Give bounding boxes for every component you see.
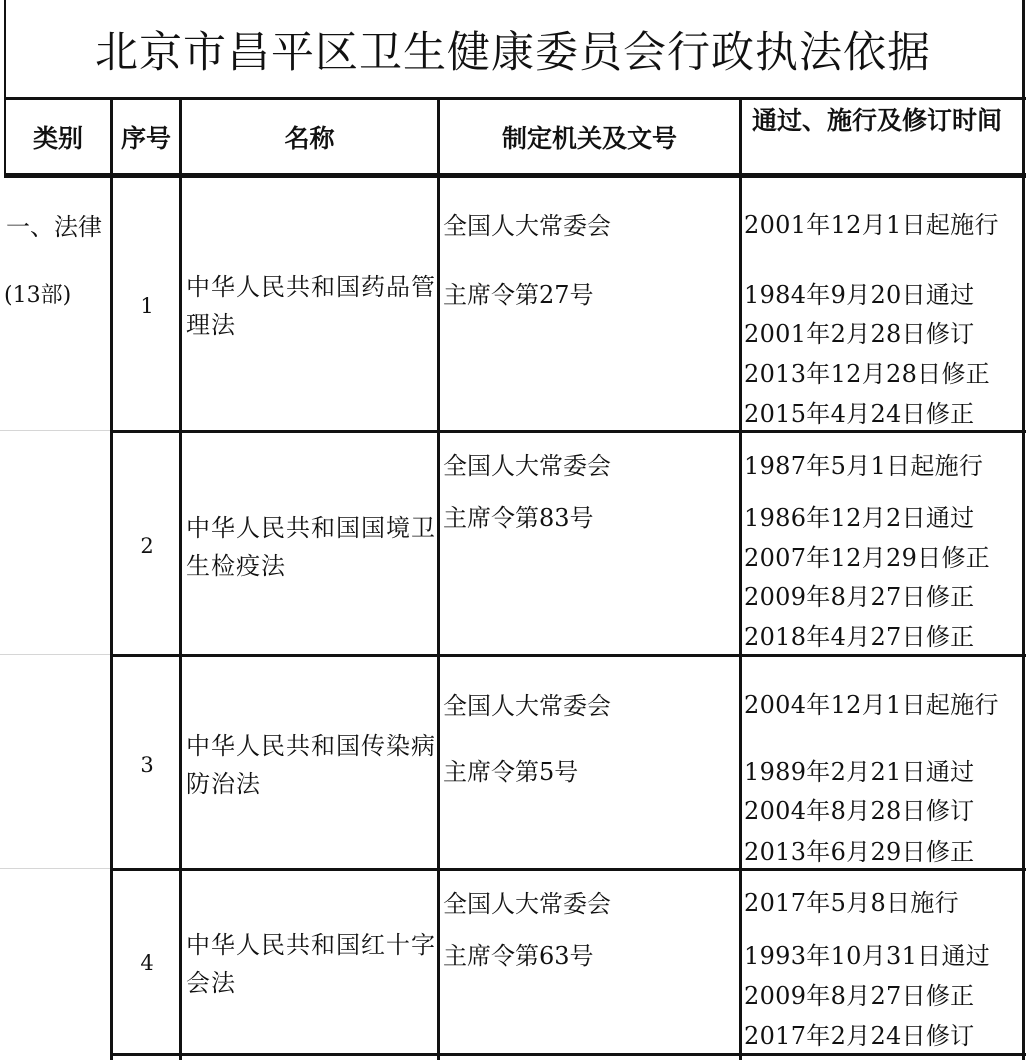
row-org: 全国人大常委会: [443, 692, 611, 720]
row-org: 全国人大常委会: [443, 212, 611, 240]
row-date: 2015年4月24日修正: [744, 400, 975, 428]
row-org: 全国人大常委会: [443, 890, 611, 918]
row-divider-4: [112, 1053, 1026, 1056]
row-order: 主席令第83号: [443, 504, 594, 532]
row-date: 1993年10月31日通过: [744, 942, 991, 970]
row-date: 2001年12月1日起施行: [744, 211, 999, 239]
row-order: 主席令第63号: [443, 942, 594, 970]
row-divider-1: [112, 430, 1026, 433]
row-name: 中华人民共和国国境卫生检疫法: [186, 514, 436, 580]
category-label: 一、法律: [6, 213, 102, 241]
row-date: 2004年12月1日起施行: [744, 691, 999, 719]
row-org: 全国人大常委会: [443, 452, 611, 480]
col-header-category: 类别: [32, 124, 83, 153]
col-header-dates: 通过、施行及修订时间: [752, 106, 1003, 135]
row-date: 1987年5月1日起施行: [744, 452, 984, 480]
row-name: 中华人民共和国红十字会法: [186, 931, 436, 997]
row-seq: 4: [140, 951, 154, 975]
row-name: 中华人民共和国药品管理法: [186, 273, 436, 339]
table-right-border: [1022, 0, 1025, 1060]
row-date: 2013年12月28日修正: [744, 360, 991, 388]
row-date: 1989年2月21日通过: [744, 758, 975, 786]
col-divider-4: [739, 98, 742, 1060]
table-top-border: [4, 97, 1026, 100]
row-date: 2007年12月29日修正: [744, 544, 991, 572]
row-seq: 3: [140, 753, 154, 777]
col-header-org: 制定机关及文号: [501, 124, 677, 153]
row-order: 主席令第5号: [443, 758, 579, 786]
row-date: 2009年8月27日修正: [744, 982, 975, 1010]
row-seq: 1: [140, 294, 154, 318]
row-date: 2018年4月27日修正: [744, 623, 975, 651]
col-divider-2: [179, 98, 182, 1060]
col-header-name: 名称: [284, 124, 335, 153]
row-divider-3: [112, 868, 1026, 871]
row-date: 1984年9月20日通过: [744, 281, 975, 309]
row-divider-2: [112, 654, 1026, 657]
row-date: 2001年2月28日修订: [744, 320, 975, 348]
row-date: 1986年12月2日通过: [744, 504, 975, 532]
col-divider-1: [110, 98, 113, 1060]
row-date: 2013年6月29日修正: [744, 838, 975, 866]
col-header-seq: 序号: [120, 124, 171, 153]
row-date: 2009年8月27日修正: [744, 583, 975, 611]
row-seq: 2: [140, 534, 154, 558]
row-date: 2017年2月24日修订: [744, 1022, 975, 1050]
row-date: 2017年5月8日施行: [744, 889, 959, 917]
row-order: 主席令第27号: [443, 281, 594, 309]
row-name: 中华人民共和国传染病防治法: [186, 732, 436, 798]
row-date: 2004年8月28日修订: [744, 797, 975, 825]
category-count: (13部): [4, 283, 72, 308]
page-title: 北京市昌平区卫生健康委员会行政执法依据: [95, 27, 931, 78]
